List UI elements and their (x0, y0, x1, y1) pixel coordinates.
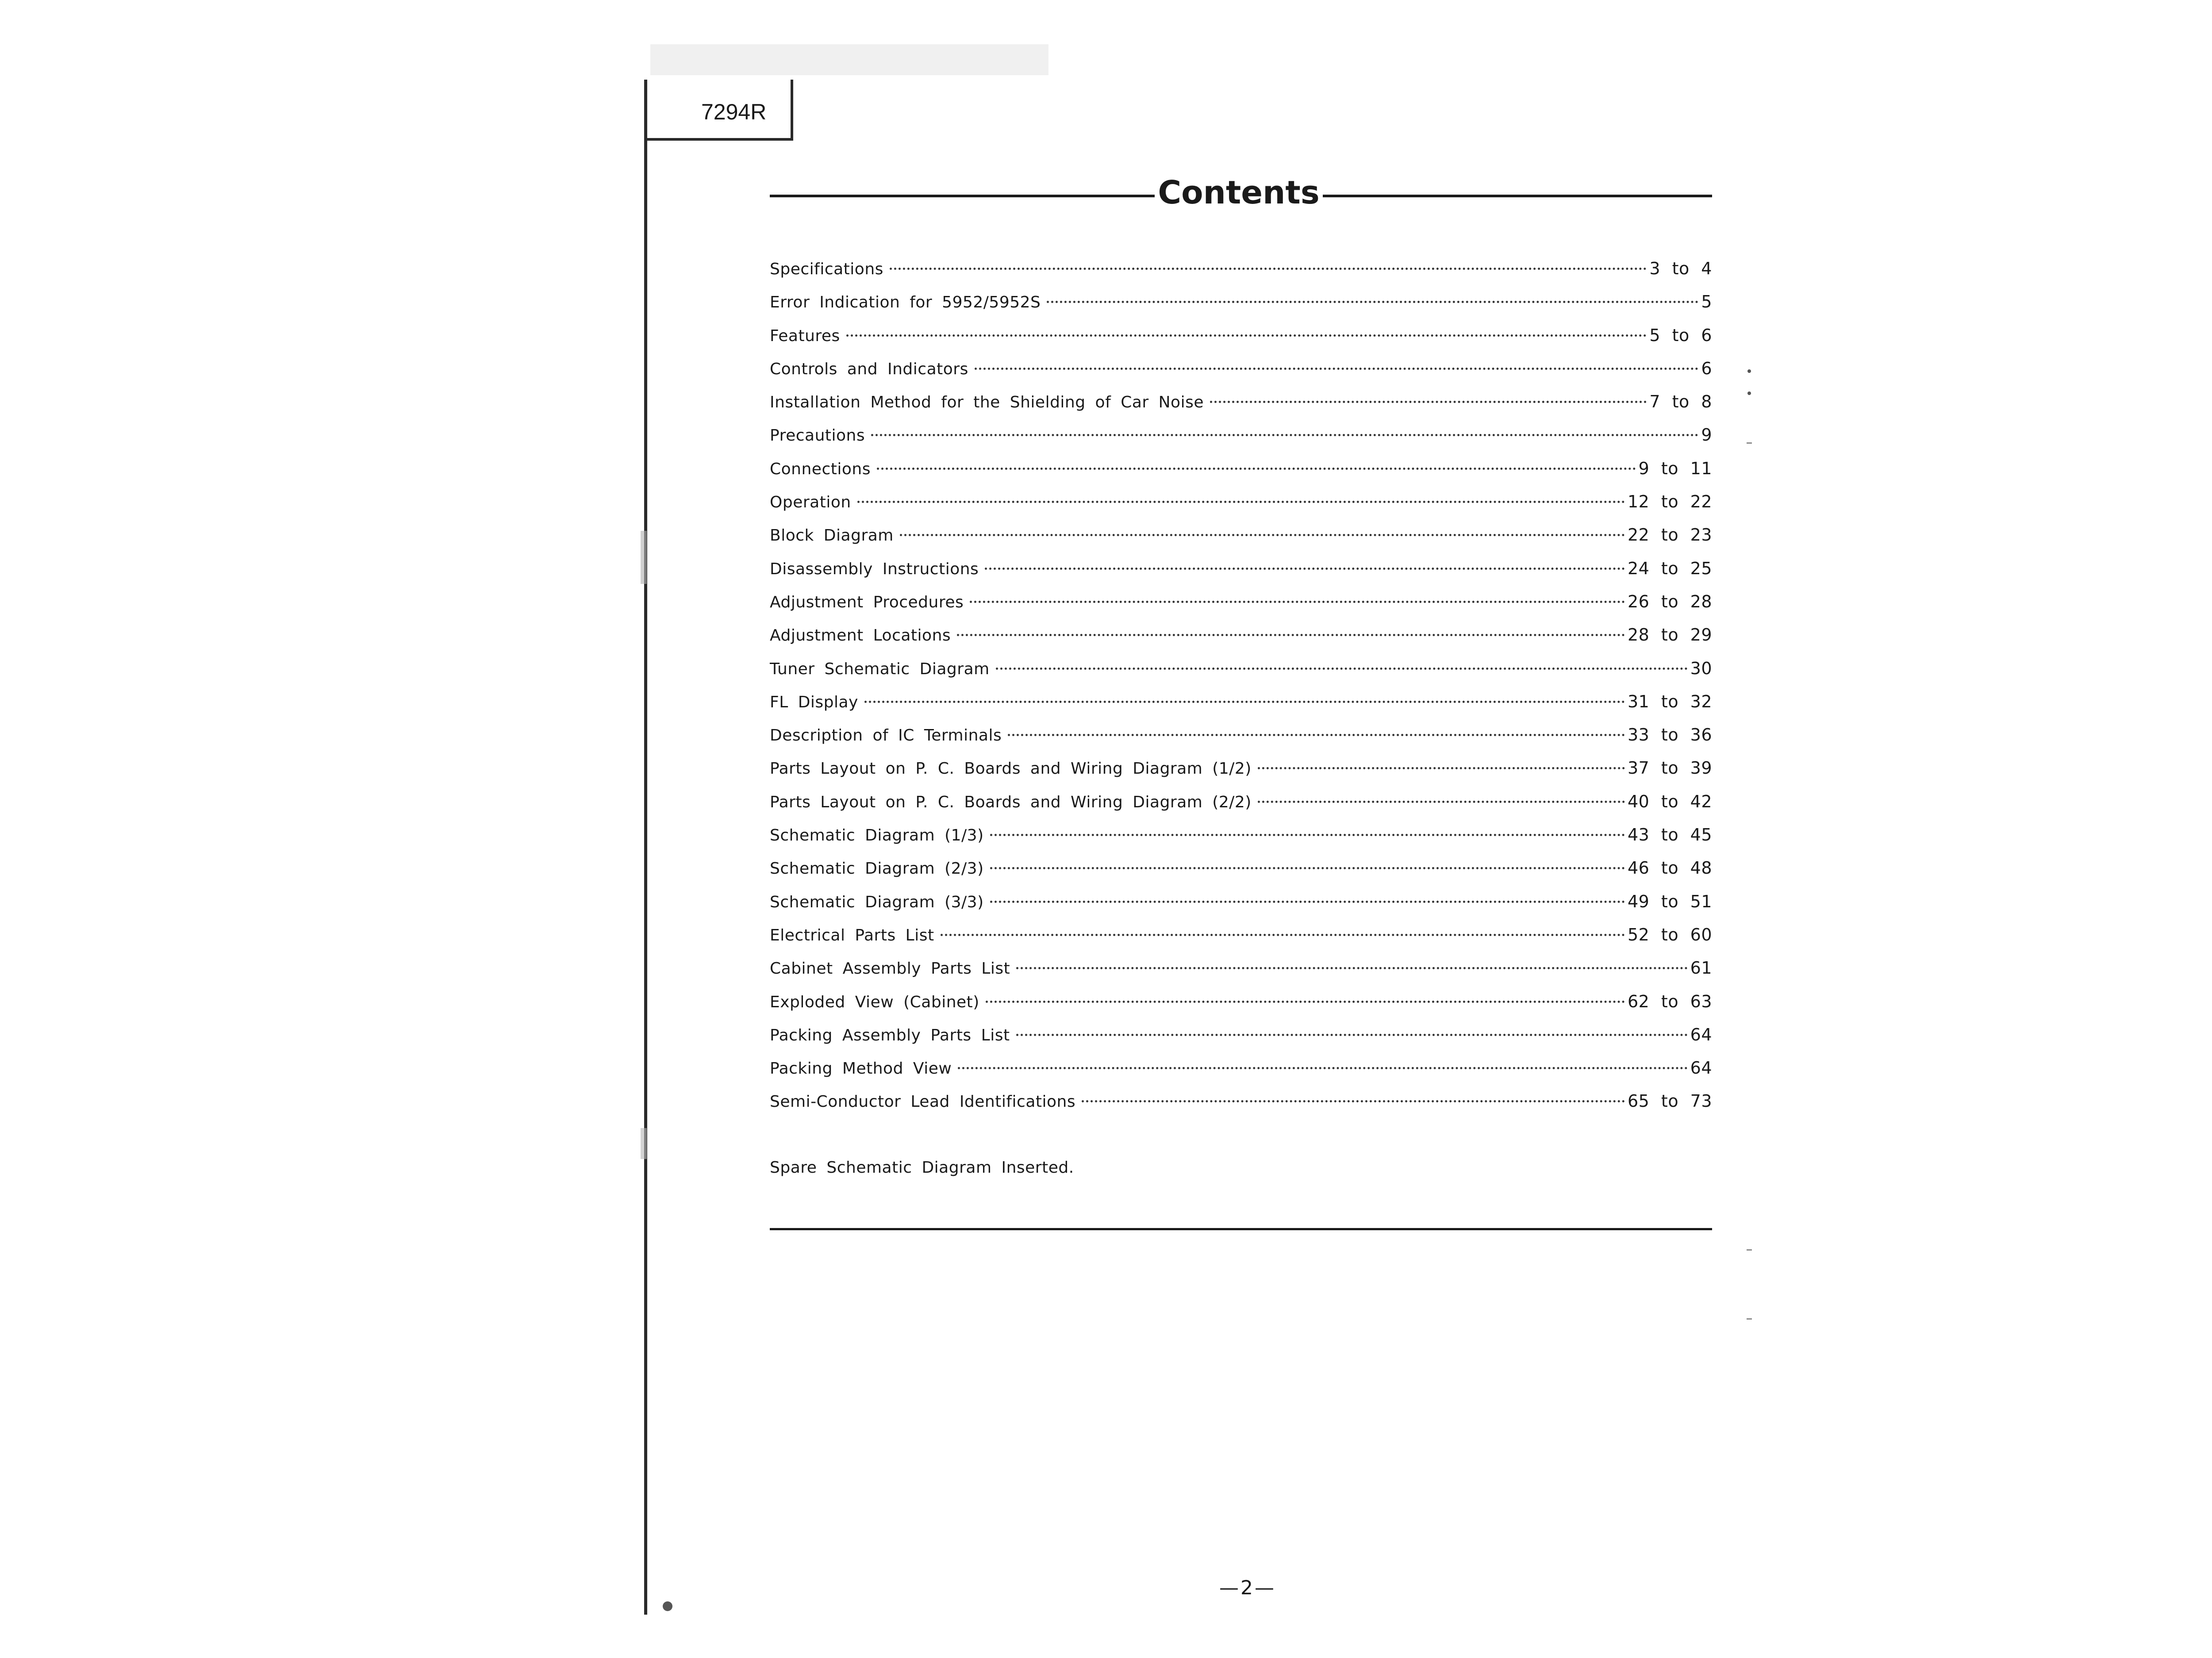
toc-entry-pages: 49 to 51 (1627, 891, 1712, 911)
toc-dot-leader (975, 368, 1698, 370)
toc-entry-pages: 43 to 45 (1627, 825, 1712, 845)
toc-entry (770, 785, 1712, 818)
toc-entry (770, 385, 1712, 418)
toc-entry-title: Disassembly Instructions (770, 560, 979, 578)
toc-dot-leader (970, 601, 1625, 603)
toc-entry-title: Connections (770, 460, 871, 478)
toc-dot-leader (990, 834, 1625, 836)
scan-artifact (1747, 1249, 1752, 1251)
toc-entry (770, 752, 1712, 785)
toc-entry-title: Adjustment Locations (770, 626, 951, 645)
toc-entry (770, 585, 1712, 618)
toc-entry-title: Semi-Conductor Lead Identifications (770, 1093, 1076, 1111)
toc-entry (770, 552, 1712, 585)
toc-entry-title: Error Indication for 5952/5952S (770, 293, 1041, 312)
toc-dot-leader (958, 1067, 1687, 1069)
toc-dot-leader (1082, 1100, 1625, 1102)
toc-dot-leader (1258, 801, 1625, 803)
toc-entry (770, 885, 1712, 918)
toc-entry (770, 1052, 1712, 1085)
toc-entry-pages: 33 to 36 (1627, 725, 1712, 745)
toc-dot-leader (990, 867, 1625, 869)
toc-entry-title: Precautions (770, 426, 865, 445)
toc-dot-leader (846, 334, 1647, 337)
toc-entry (770, 285, 1712, 319)
toc-entry-title: Tuner Schematic Diagram (770, 660, 990, 678)
toc-entry-pages: 5 (1701, 292, 1712, 312)
toc-entry-pages: 37 to 39 (1627, 758, 1712, 778)
toc-entry-title: Schematic Diagram (1/3) (770, 826, 984, 845)
toc-dot-leader (1016, 967, 1687, 969)
toc-entry-pages: 65 to 73 (1627, 1091, 1712, 1111)
toc-dot-leader (990, 901, 1625, 903)
toc-dot-leader (986, 1001, 1625, 1003)
toc-entry-title: Parts Layout on P. C. Boards and Wiring Diagram (2/2) (770, 793, 1252, 811)
toc-entry (770, 818, 1712, 852)
toc-dot-leader (985, 568, 1625, 570)
toc-entry (770, 652, 1712, 685)
scan-artifact (650, 44, 1048, 75)
toc-dot-leader (1016, 1034, 1688, 1036)
scan-artifact (1747, 369, 1751, 373)
scan-artifact (641, 1128, 647, 1159)
scan-artifact (641, 531, 647, 584)
toc-dot-leader (957, 634, 1625, 636)
toc-entry (770, 852, 1712, 885)
toc-dot-leader (871, 434, 1698, 436)
toc-entry-title: Block Diagram (770, 526, 894, 545)
toc-entry-title: Operation (770, 493, 851, 512)
toc-dot-leader (864, 701, 1625, 703)
toc-entry (770, 518, 1712, 552)
toc-dot-leader (996, 668, 1688, 670)
toc-entry-title: Electrical Parts List (770, 926, 934, 944)
toc-entry-pages: 22 to 23 (1627, 525, 1712, 545)
toc-dot-leader (1210, 401, 1647, 403)
toc-entry-pages: 12 to 22 (1627, 492, 1712, 512)
toc-entry-title: Description of IC Terminals (770, 726, 1002, 745)
toc-entry (770, 718, 1712, 752)
toc-entry-pages: 52 to 60 (1627, 925, 1712, 944)
spare-schematic-note: Spare Schematic Diagram Inserted. (770, 1159, 1074, 1177)
page-number: —2— (1219, 1577, 1276, 1599)
table-of-contents (770, 252, 1712, 1118)
scan-artifact (1747, 442, 1752, 444)
toc-entry-pages: 28 to 29 (1627, 625, 1712, 645)
toc-entry (770, 252, 1712, 285)
title-rule-right (1323, 195, 1712, 197)
toc-entry-pages: 5 to 6 (1649, 325, 1712, 345)
toc-dot-leader (1047, 301, 1698, 303)
toc-entry-pages: 3 to 4 (1649, 259, 1712, 278)
scan-artifact (663, 1601, 672, 1611)
toc-entry (770, 352, 1712, 385)
toc-entry-title: Schematic Diagram (3/3) (770, 893, 984, 911)
toc-entry (770, 1018, 1712, 1052)
toc-entry-pages: 9 (1701, 425, 1712, 445)
toc-entry-title: FL Display (770, 693, 858, 711)
scan-artifact (1747, 1318, 1752, 1320)
toc-entry (770, 452, 1712, 485)
toc-entry-title: Parts Layout on P. C. Boards and Wiring Diagram (1/2) (770, 760, 1252, 778)
title-rule-left (770, 195, 1155, 197)
toc-entry-title: Specifications (770, 260, 883, 278)
toc-entry-title: Cabinet Assembly Parts List (770, 959, 1010, 978)
toc-entry-pages: 64 (1690, 1025, 1712, 1044)
toc-entry-pages: 40 to 42 (1627, 791, 1712, 811)
toc-entry (770, 418, 1712, 452)
toc-dot-leader (1008, 734, 1625, 736)
toc-dot-leader (1258, 767, 1625, 769)
bottom-rule (770, 1228, 1712, 1230)
page-title: Contents (1158, 174, 1320, 211)
toc-entry (770, 1085, 1712, 1118)
toc-entry-title: Packing Method View (770, 1059, 952, 1078)
toc-entry-title: Packing Assembly Parts List (770, 1026, 1010, 1044)
toc-entry-pages: 46 to 48 (1627, 858, 1712, 878)
toc-entry-pages: 24 to 25 (1627, 558, 1712, 578)
toc-entry-pages: 6 (1701, 358, 1712, 378)
toc-entry-title: Controls and Indicators (770, 360, 968, 378)
toc-entry-pages: 9 to 11 (1638, 458, 1712, 478)
binding-line (644, 80, 647, 1615)
toc-entry-title: Installation Method for the Shielding of Car Noise (770, 393, 1204, 412)
scan-artifact (1747, 391, 1751, 395)
toc-entry (770, 685, 1712, 718)
toc-entry-pages: 30 (1690, 658, 1712, 678)
toc-entry-pages: 64 (1690, 1058, 1712, 1078)
toc-entry-title: Schematic Diagram (2/3) (770, 860, 984, 878)
toc-entry (770, 319, 1712, 352)
toc-entry-title: Features (770, 326, 840, 345)
toc-entry-pages: 31 to 32 (1627, 691, 1712, 711)
toc-entry (770, 952, 1712, 985)
toc-dot-leader (900, 534, 1625, 536)
toc-entry (770, 918, 1712, 952)
toc-entry-pages: 7 to 8 (1649, 392, 1712, 412)
toc-entry (770, 618, 1712, 652)
document-code: 7294R (701, 100, 767, 124)
toc-entry-pages: 26 to 28 (1627, 591, 1712, 611)
toc-entry (770, 985, 1712, 1018)
toc-dot-leader (857, 501, 1625, 503)
toc-entry-pages: 62 to 63 (1627, 991, 1712, 1011)
toc-entry (770, 485, 1712, 518)
toc-entry-pages: 61 (1690, 958, 1712, 978)
toc-dot-leader (877, 468, 1636, 470)
toc-dot-leader (941, 934, 1625, 936)
toc-dot-leader (890, 268, 1647, 270)
toc-entry-title: Adjustment Procedures (770, 593, 964, 611)
document-code-box (647, 80, 793, 141)
toc-entry-title: Exploded View (Cabinet) (770, 993, 979, 1011)
